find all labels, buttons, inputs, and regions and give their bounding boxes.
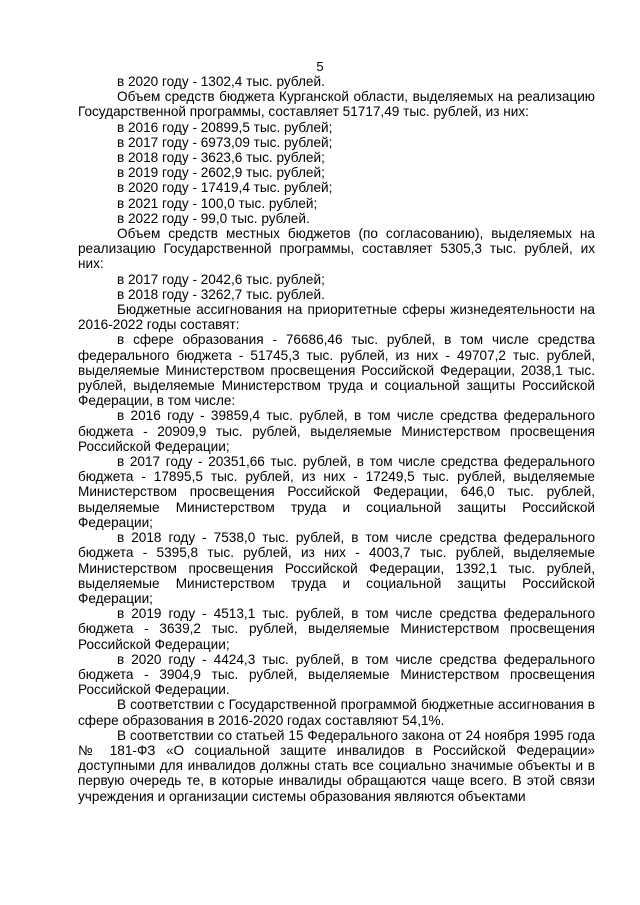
paragraph: в 2017 году - 20351,66 тыс. рублей, в том числе средства федерального бюджета - 17895,5 тыс. рублей, из них - 17249,5 тыс. рублей, выделяемые Министерством просвещения Российской Федерации, 646,0 тыс. рублей, выделяемые Министерством труда и социальной защиты Российской Федерации; — [78, 454, 595, 530]
paragraph: в 2018 году - 3262,7 тыс. рублей. — [117, 286, 325, 302]
paragraph: в 2017 году - 2042,6 тыс. рублей; — [117, 271, 325, 287]
paragraph: В соответствии с Государственной программой бюджетные ассигнования в сфере образования в 2016-2020 годах составляют 54,1%. — [78, 697, 595, 728]
paragraph: Бюджетные ассигнования на приоритетные сферы жизнедеятельности на 2016-2022 годы составят: — [78, 302, 595, 333]
paragraph: в 2016 году - 39859,4 тыс. рублей, в том числе средства федерального бюджета - 20909,9 тыс. рублей, выделяемые Министерством просвещения Российской Федерации; — [78, 408, 595, 454]
paragraph: в сфере образования - 76686,46 тыс. рублей, в том числе средства федерального бюджета - 51745,3 тыс. рублей, из них - 49707,2 тыс. рублей, выделяемые Министерством просвещения Российской Федерации, 2038,1 тыс. рублей, выделяемые Министерством труда и социальной защиты Российской Федерации, в том числе: — [78, 332, 595, 409]
document-body — [78, 74, 595, 804]
paragraph: в 2020 году - 4424,3 тыс. рублей, в том числе средства федерального бюджета - 3904,9 тыс. рублей, выделяемые Министерством просвещения Российской Федерации. — [78, 651, 595, 698]
paragraph: в 2017 году - 6973,09 тыс. рублей; — [117, 134, 333, 150]
paragraph: в 2020 году - 17419,4 тыс. рублей; — [117, 180, 333, 196]
paragraph: В соответствии со статьей 15 Федерального закона от 24 ноября 1995 года № 181-ФЗ «О социальной защите инвалидов в Российской Федерации» доступными для инвалидов должны стать все социально значимые объекты и в первую очередь те, в которые инвалиды обращаются чаще всего. В этой связи учреждения и организации системы образования являются объектами — [78, 727, 595, 804]
paragraph: в 2016 году - 20899,5 тыс. рублей; — [117, 119, 333, 135]
paragraph: Объем средств бюджета Курганской области, выделяемых на реализацию Государственной программы, составляет 51717,49 тыс. рублей, из них: — [78, 89, 595, 120]
paragraph: в 2022 году - 99,0 тыс. рублей. — [117, 210, 310, 226]
paragraph: в 2020 году - 1302,4 тыс. рублей. — [117, 74, 325, 89]
paragraph: в 2021 году - 100,0 тыс. рублей; — [117, 195, 318, 211]
paragraph: в 2018 году - 3623,6 тыс. рублей; — [117, 150, 325, 166]
paragraph: Объем средств местных бюджетов (по согласованию), выделяемых на реализацию Государственной программы, составляет 5305,3 тыс. рублей, их них: — [78, 226, 595, 272]
page-number: 5 — [316, 59, 324, 74]
paragraph: в 2018 году - 7538,0 тыс. рублей, в том числе средства федерального бюджета - 5395,8 тыс. рублей, из них - 4003,7 тыс. рублей, выделяемые Министерством просвещения Российской Федерации, 1392,1 тыс. рублей, выделяемые Министерством труда и социальной защиты Российской Федерации; — [78, 530, 595, 606]
paragraph: в 2019 году - 2602,9 тыс. рублей; — [117, 165, 325, 181]
paragraph: в 2019 году - 4513,1 тыс. рублей, в том числе средства федерального бюджета - 3639,2 тыс. рублей, выделяемые Министерством просвещения Российской Федерации; — [78, 606, 595, 652]
